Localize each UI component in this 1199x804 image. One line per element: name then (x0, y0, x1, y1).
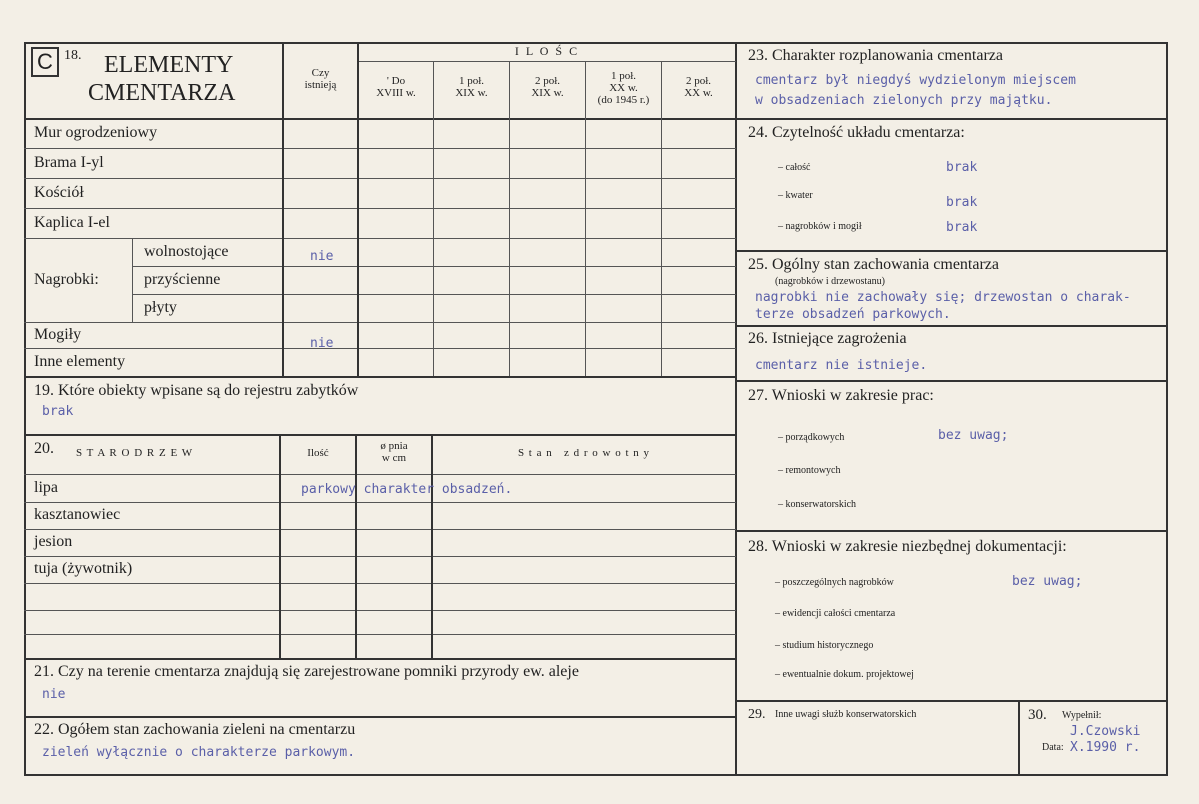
section-30-date-label: Data: (1042, 742, 1064, 753)
period-3-line1: 2 poł. (534, 75, 561, 87)
section-27-item-label: – porządkowych (778, 432, 845, 443)
section-24-item-value: brak (946, 195, 978, 210)
rule (24, 716, 736, 718)
section-20-number: 20. (34, 440, 54, 457)
rule (132, 266, 736, 267)
section-26-label: 26. Istniejące zagrożenia (748, 330, 907, 347)
section-30-date: X.1990 r. (1070, 740, 1141, 755)
row-przyscienne: przyścienne (144, 271, 221, 288)
period-4-line2: XX w. (609, 82, 638, 94)
section-28-item-value: bez uwag; (1012, 574, 1083, 589)
tree-row: jesion (34, 533, 73, 550)
section-23-line1: cmentarz był niegdyś wydzielonym miejscem (755, 73, 1076, 88)
rule (24, 610, 736, 611)
section-27-item-label: – remontowych (778, 465, 841, 476)
section-30-name: J.Czowski (1070, 724, 1141, 739)
rule (24, 238, 736, 239)
rule (24, 556, 736, 557)
tree-row: lipa (34, 479, 58, 496)
rule (735, 700, 1168, 702)
czy-header-line2: istnieją (304, 79, 337, 91)
tree-row: tuja (żywotnik) (34, 560, 133, 577)
rule (24, 348, 736, 349)
rule (24, 502, 736, 503)
rule (24, 178, 736, 179)
rule (1018, 700, 1020, 776)
col-pnia-line1: ø pnia (380, 440, 408, 452)
section-25-label: 25. Ogólny stan zachowania cmentarza (748, 256, 1000, 273)
rule (132, 294, 736, 295)
rule (24, 583, 736, 584)
rule (585, 61, 586, 376)
czy-header-line1: Czy (311, 67, 330, 79)
section-23-line2: w obsadzeniach zielonych przy majątku. (755, 93, 1053, 108)
section-29-number: 29. (748, 707, 766, 722)
section-27-item-value: bez uwag; (938, 428, 1009, 443)
section-21-label: 21. Czy na terenie cmentarza znajdują się zarejestrowane pomniki przyrody ew. aleje (34, 663, 579, 680)
rule (509, 61, 510, 376)
section-29-label: Inne uwagi służb konserwatorskich (775, 709, 917, 720)
row-kaplica: Kaplica I-el (34, 214, 110, 231)
section-18-title-line2: CMENTARZA (88, 80, 236, 106)
rule (24, 634, 736, 635)
rule (355, 434, 357, 659)
section-28-item-label: – studium historycznego (775, 640, 874, 651)
section-25-line2: terze obsadzeń parkowych. (755, 307, 951, 322)
value-mogily: nie (310, 336, 334, 351)
period-1-line1: ' Do (386, 75, 406, 87)
row-plyty: płyty (144, 299, 177, 316)
section-19-value: brak (42, 404, 74, 419)
section-20-title: S T A R O D R Z E W (76, 447, 194, 459)
period-5-line2: XX w. (684, 87, 713, 99)
tree-row: kasztanowiec (34, 506, 121, 523)
section-20-value: parkowy charakter obsadzeń. (301, 482, 513, 497)
rule (24, 658, 736, 660)
rule (132, 238, 133, 322)
rule (24, 434, 736, 436)
section-19-label: 19. Które obiekty wpisane są do rejestru zabytków (34, 382, 359, 399)
value-nagrobki: nie (310, 249, 334, 264)
rule (282, 42, 284, 377)
section-24-item-value: brak (946, 160, 978, 175)
rule (735, 530, 1168, 532)
section-30-number: 30. (1028, 707, 1047, 723)
rule (24, 529, 736, 530)
period-2-line1: 1 poł. (458, 75, 485, 87)
rule (24, 322, 736, 323)
period-2-line2: XIX w. (455, 87, 488, 99)
rule (24, 474, 736, 475)
period-3-line2: XIX w. (531, 87, 564, 99)
period-4-line3: (do 1945 r.) (597, 94, 650, 106)
rule (735, 118, 1168, 120)
rule (358, 61, 736, 62)
section-25-sub: (nagrobków i drzewostanu) (775, 276, 885, 287)
section-18-number: 18. (64, 48, 82, 63)
rule (24, 118, 736, 120)
section-27-label: 27. Wnioski w zakresie prac: (748, 387, 934, 404)
row-mogily: Mogiły (34, 326, 82, 343)
rule (431, 434, 433, 659)
section-28-item-label: – poszczególnych nagrobków (775, 577, 894, 588)
section-24-item-label: – całość (778, 162, 811, 173)
rule (735, 380, 1168, 382)
center-divider (735, 42, 737, 776)
rule (661, 61, 662, 376)
section-26-value: cmentarz nie istnieje. (755, 358, 928, 373)
row-kosciol: Kościół (34, 184, 84, 201)
section-24-item-value: brak (946, 220, 978, 235)
section-27-item-label: – konserwatorskich (778, 499, 857, 510)
section-22-label: 22. Ogółem stan zachowania zieleni na cmentarzu (34, 721, 356, 738)
row-nagrobki: Nagrobki: (34, 271, 99, 288)
section-24-item-label: – nagrobków i mogił (778, 221, 862, 232)
section-28-label: 28. Wnioski w zakresie niezbędnej dokumentacji: (748, 538, 1067, 555)
rule (24, 376, 736, 378)
section-18-title-line1: ELEMENTY (104, 52, 234, 78)
row-mur: Mur ogrodzeniowy (34, 124, 158, 141)
section-22-value: zieleń wyłącznie o charakterze parkowym. (42, 745, 356, 760)
section-23-label: 23. Charakter rozplanowania cmentarza (748, 47, 1003, 64)
ilosc-header: I L O Ś C (514, 44, 580, 58)
rule (279, 434, 281, 659)
rule (433, 61, 434, 376)
period-5-line1: 2 poł. (685, 75, 712, 87)
rule (24, 208, 736, 209)
section-24-label: 24. Czytelność układu cmentarza: (748, 124, 965, 141)
col-pnia-line2: w cm (381, 452, 407, 464)
col-ilosc: Ilość (307, 447, 329, 459)
rule (735, 250, 1168, 252)
section-24-item-label: – kwater (778, 190, 813, 201)
col-stan: S t a n z d r o w o t n y (517, 447, 651, 459)
rule (24, 148, 736, 149)
period-1-line2: XVIII w. (376, 87, 416, 99)
section-28-item-label: – ewidencji całości cmentarza (775, 608, 896, 619)
row-inne: Inne elementy (34, 353, 126, 370)
category-letter-box: C (31, 47, 59, 77)
row-wolnostojace: wolnostojące (144, 243, 229, 260)
section-28-item-label: – ewentualnie dokum. projektowej (775, 669, 914, 680)
row-brama: Brama I-yl (34, 154, 104, 171)
section-25-line1: nagrobki nie zachowały się; drzewostan o charak- (755, 290, 1131, 305)
rule (735, 325, 1168, 327)
section-30-label: Wypełnił: (1062, 710, 1102, 721)
period-4-line1: 1 poł. (610, 70, 637, 82)
section-21-value: nie (42, 687, 66, 702)
